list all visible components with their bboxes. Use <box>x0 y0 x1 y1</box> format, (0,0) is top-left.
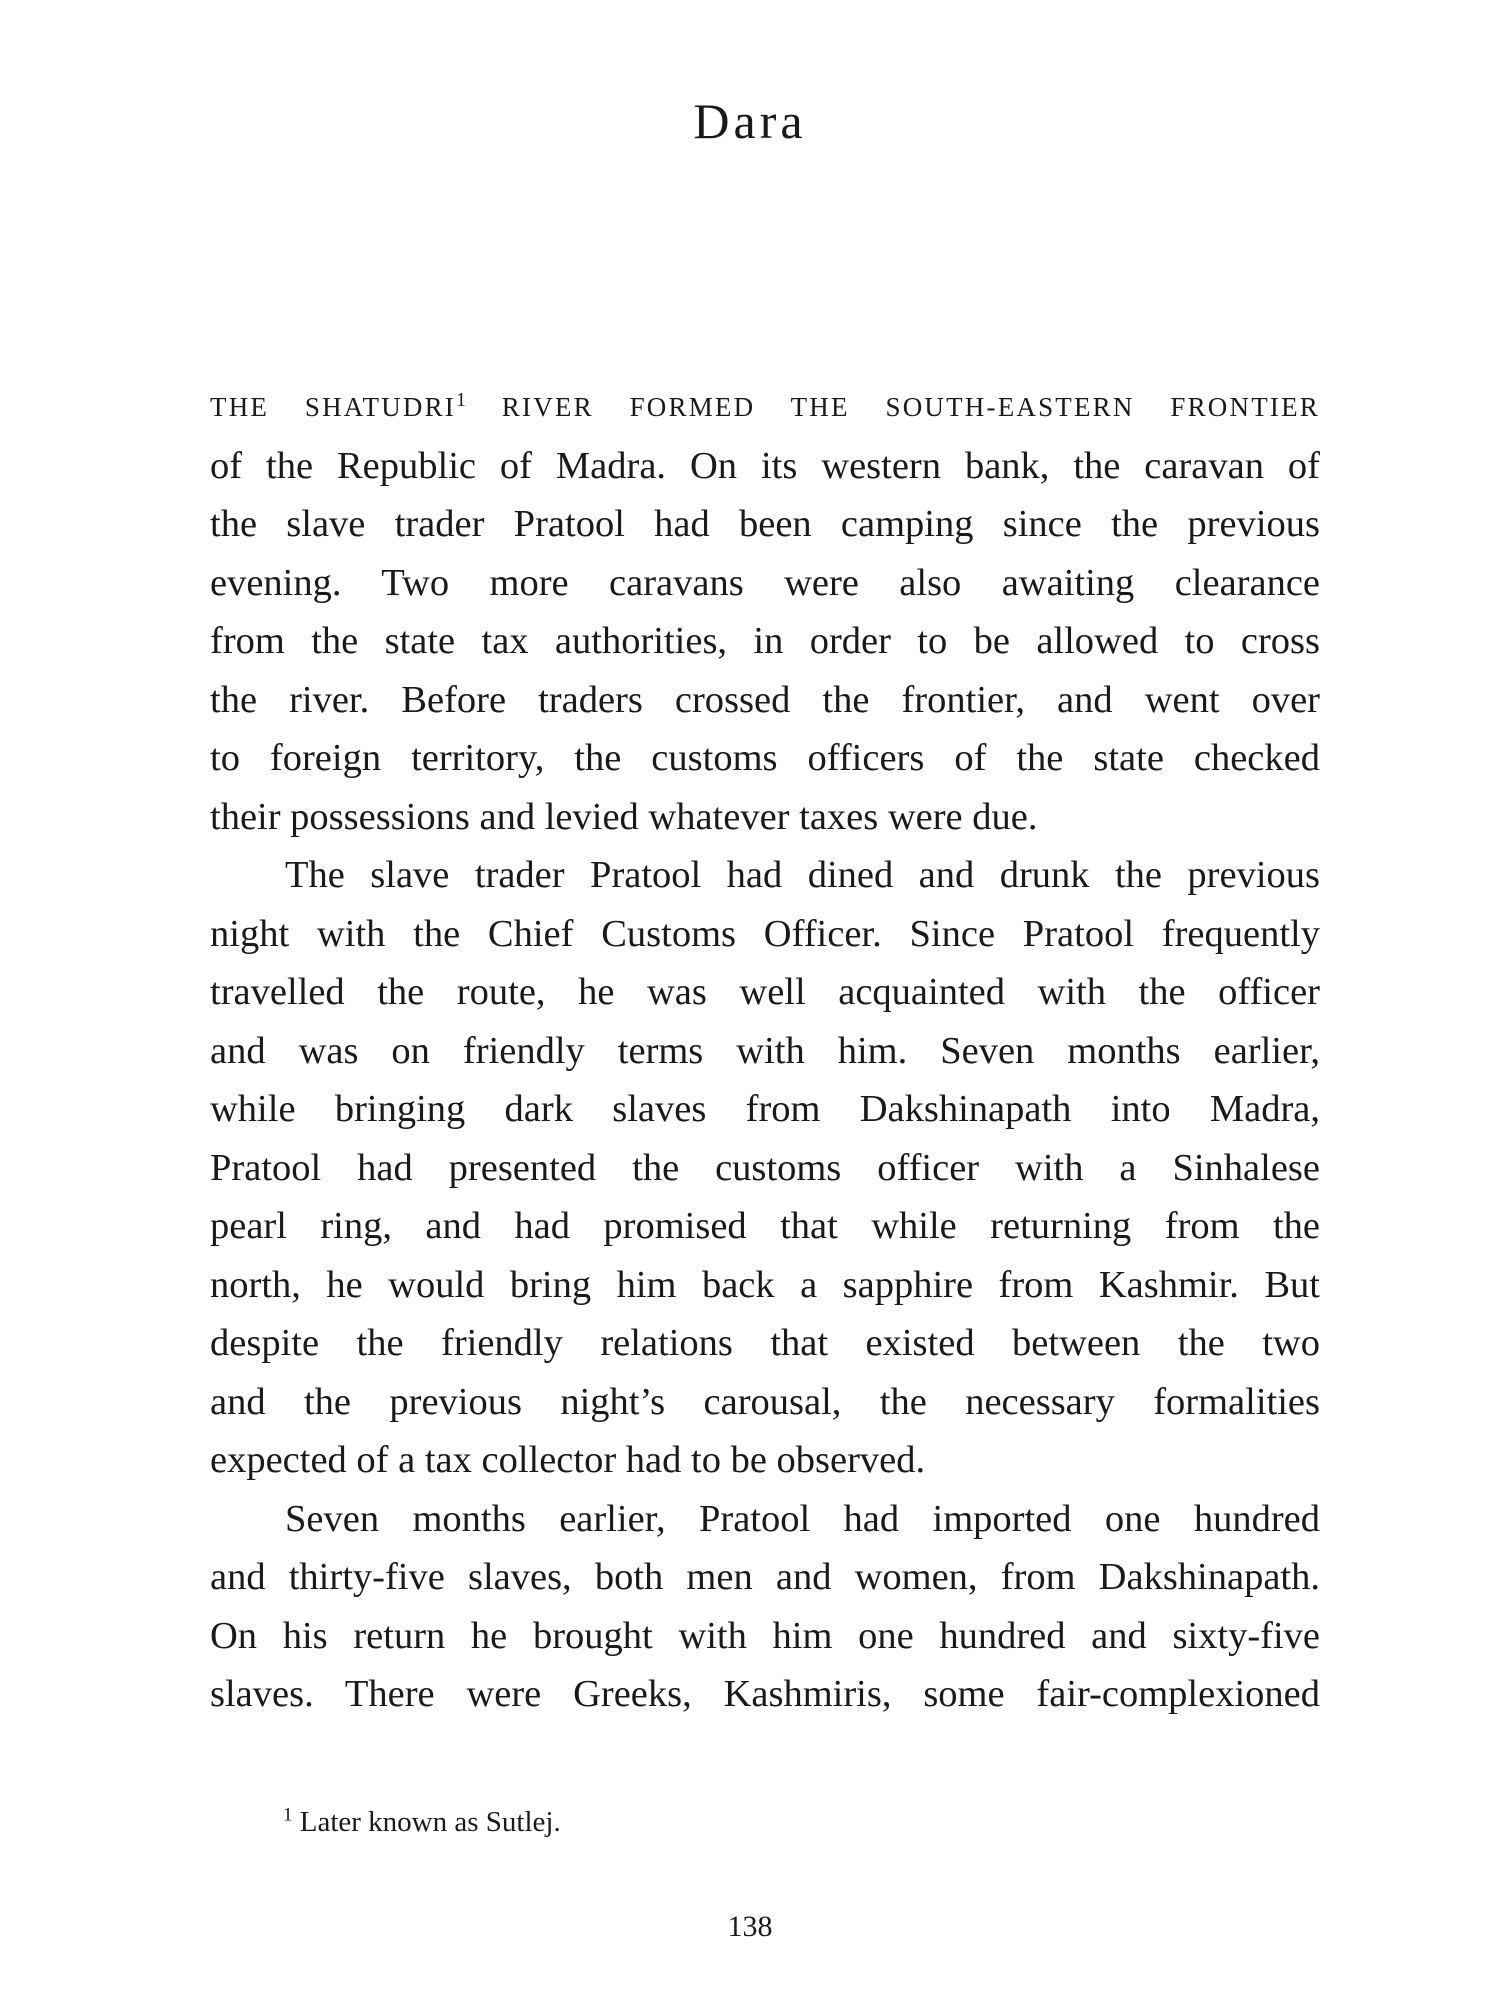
paragraph-1-line: the river. Before traders crossed the frontier, and went over <box>210 678 1320 721</box>
footnote <box>283 1806 561 1839</box>
paragraph-1-line: from the state tax authorities, in order to be allowed to cross <box>210 620 1320 662</box>
paragraph-1-line: their possessions and levied whatever taxes were due. <box>210 795 1038 838</box>
opening-caps-start: THE SHATUDRI <box>210 392 456 422</box>
paragraph-3-line: and thirty-five slaves, both men and women, from Dakshinapath. <box>210 1556 1320 1598</box>
paragraph-2-line: north, he would bring him back a sapphire from Kashmir. But <box>210 1263 1320 1306</box>
paragraph-2-line: while bringing dark slaves from Dakshinapath into Madra, <box>210 1088 1320 1130</box>
paragraph-1-line: evening. Two more caravans were also awaiting clearance <box>210 561 1320 604</box>
paragraph-1-line: the slave trader Pratool had been camping since the previous <box>210 503 1320 545</box>
paragraph-2-line: night with the Chief Customs Officer. Since Pratool frequently <box>210 912 1320 955</box>
paragraph-3-line: On his return he brought with him one hundred and sixty-five <box>210 1614 1320 1657</box>
body-text <box>210 378 1320 1724</box>
paragraph-1-line: to foreign territory, the customs officers of the state checked <box>210 737 1320 779</box>
paragraph-2-line: expected of a tax collector had to be observed. <box>210 1439 926 1481</box>
chapter-title: Dara <box>693 93 807 149</box>
footnote-text: Later known as Sutlej. <box>292 1806 561 1838</box>
opening-line <box>210 378 1320 437</box>
paragraph-2-line: despite the friendly relations that existed between the two <box>210 1322 1320 1364</box>
paragraph-2-line: pearl ring, and had promised that while returning from the <box>210 1205 1320 1247</box>
paragraph-3-line: Seven months earlier, Pratool had imported one hundred <box>285 1497 1320 1540</box>
paragraph-3-line: slaves. There were Greeks, Kashmiris, some fair-complexioned <box>210 1673 1320 1715</box>
footnote-marker: 1 <box>283 1804 293 1826</box>
paragraph-2-line: and the previous night’s carousal, the necessary formalities <box>210 1380 1320 1423</box>
paragraph-2-line: The slave trader Pratool had dined and drunk the previous <box>285 854 1320 896</box>
footnote-reference: 1 <box>456 389 466 411</box>
paragraph-1-line: of the Republic of Madra. On its western bank, the caravan of <box>210 444 1320 487</box>
opening-caps-end: RIVER FORMED THE SOUTH-EASTERN FRONTIER <box>466 392 1320 422</box>
paragraph-2-line: travelled the route, he was well acquainted with the officer <box>210 971 1320 1013</box>
page-number: 138 <box>727 1910 773 1943</box>
paragraph-2-line: Pratool had presented the customs officer with a Sinhalese <box>210 1146 1320 1189</box>
paragraph-2-line: and was on friendly terms with him. Seven months earlier, <box>210 1029 1320 1072</box>
